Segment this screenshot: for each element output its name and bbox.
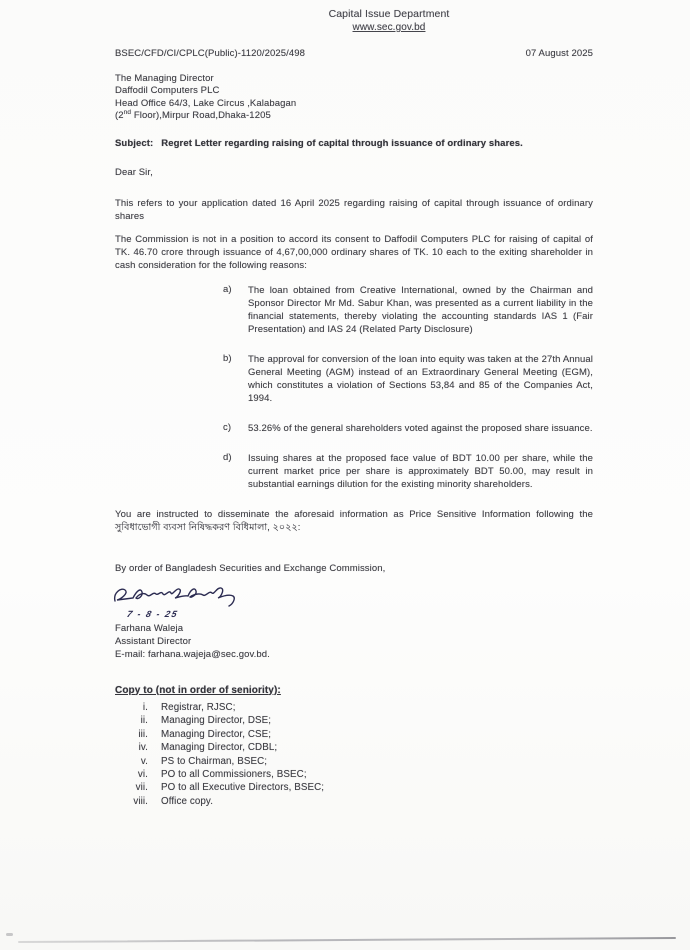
ordinal-superscript: nd [123,108,132,116]
copy-numeral: vi. [137,769,148,781]
copy-to-item [115,768,593,781]
copy-to-item [115,781,593,794]
copy-to-item [115,741,593,754]
copy-to-item [115,755,593,768]
copy-text: PO to all Commissioners, BSEC; [161,769,307,781]
recipient-line: Daffodil Computers PLC [115,85,220,96]
copy-to-heading: Copy to (not in order of seniority): [115,684,281,696]
signature-date: 7 - 8 - 25 [125,609,180,619]
copy-numeral: ii. [140,715,148,727]
letter-date: 07 August 2025 [525,48,593,59]
reason-text: Issuing shares at the proposed face value of BDT 10.00 per share, while the current market price per share is approximately BDT 50.00, may result in substantial earnings dilution for the existing minority shareholders. [248,452,593,490]
by-order-line: By order of Bangladesh Securities and Exchange Commission, [115,562,386,574]
signatory-email: E-mail: farhana.wajeja@sec.gov.bd. [115,648,270,660]
reason-text: 53.26% of the general shareholders voted against the proposed share issuance. [248,422,593,434]
copy-text: PO to all Executive Directors, BSEC; [161,782,325,794]
reason-label: a) [223,283,232,295]
subject-text: Regret Letter regarding raising of capital through issuance of ordinary shares. [161,137,523,149]
reference-row [115,48,593,61]
body-paragraph-2: The Commission is not in a position to accord its consent to Daffodil Computers PLC for raising of capital of TK. 46.70 crore through issuance of 4,67,00,000 ordinary shares of TK. 10 each to the exiting shareholder in cash consideration for the following reasons: [115,233,593,271]
reason-label: c) [223,421,232,433]
reason-label: b) [223,352,232,364]
copy-numeral: v. [140,755,148,767]
reason-text: The loan obtained from Creative International, owned by the Chairman and Sponsor Director Mr Md. Sabur Khan, was presented as a current liability in the financial statements, thereby violating the accounting standards IAS 1 (Fair Presentation) and IAS 24 (Related Party Disclosure) [248,284,593,335]
subject-line [115,138,593,151]
recipient-line: (2nd Floor),Mirpur Road,Dhaka-1205 [115,108,271,121]
copy-to-section [115,685,593,809]
signature-block [115,585,593,661]
website-url: www.sec.gov.bd [352,21,426,33]
copy-text: Managing Director, DSE; [161,715,272,727]
recipient-block [115,73,593,123]
instruction-paragraph: You are instructed to disseminate the aforesaid information as Price Sensitive Information following the সুবিধাভোগী ব্যবসা নিষিদ্ধকরণ বিধিমালা, ২০২২: [115,508,593,533]
copy-text: Managing Director, CDBL; [161,742,278,754]
copy-to-list [115,701,593,808]
copy-to-item [115,701,593,714]
reason-item-b [223,353,593,405]
signatory-name: Farhana Waleja [115,622,184,634]
reason-text: The approval for conversion of the loan into equity was taken at the 27th Annual General Meeting (AGM) instead of an Extraordinary General Meeting (EGM), which constitutes a violation of Sections 53,84 and 85 of the Companies Act, 1994. [248,353,593,404]
reason-item-d [223,452,593,491]
reference-number: BSEC/CFD/CI/CPLC(Public)-1120/2025/498 [115,48,306,59]
recipient-line: Head Office 64/3, Lake Circus ,Kalabagan [115,97,297,109]
copy-numeral: iv. [138,742,148,754]
copy-to-item [115,795,593,808]
scan-edge-line [18,937,676,943]
copy-text: Registrar, RJSC; [161,702,236,713]
copy-text: PS to Chairman, BSEC; [161,755,268,767]
reason-item-a [223,284,593,336]
copy-numeral: vii. [135,782,148,794]
body-paragraph-1: This refers to your application dated 16 April 2025 regarding raising of capital through issuance of ordinary shares [115,197,593,222]
department-title: Capital Issue Department [328,8,450,20]
subject-label: Subject: [115,137,154,149]
letterhead [185,8,593,34]
copy-numeral: iii. [138,728,148,740]
copy-numeral: viii. [133,795,148,807]
salutation: Dear Sir, [115,167,153,178]
copy-text: Managing Director, CSE; [161,728,272,740]
recipient-line: The Managing Director [115,72,214,84]
copy-to-item [115,714,593,727]
letter-content [115,8,593,808]
reason-item-c [223,422,593,435]
copy-text: Office copy. [161,795,214,807]
reasons-list [115,284,593,491]
copy-to-item [115,728,593,741]
signature-scribble [111,585,241,609]
copy-numeral: i. [142,702,148,713]
signatory-title: Assistant Director [115,635,192,647]
scan-smudge-artifact [6,933,13,936]
reason-label: d) [223,451,232,463]
